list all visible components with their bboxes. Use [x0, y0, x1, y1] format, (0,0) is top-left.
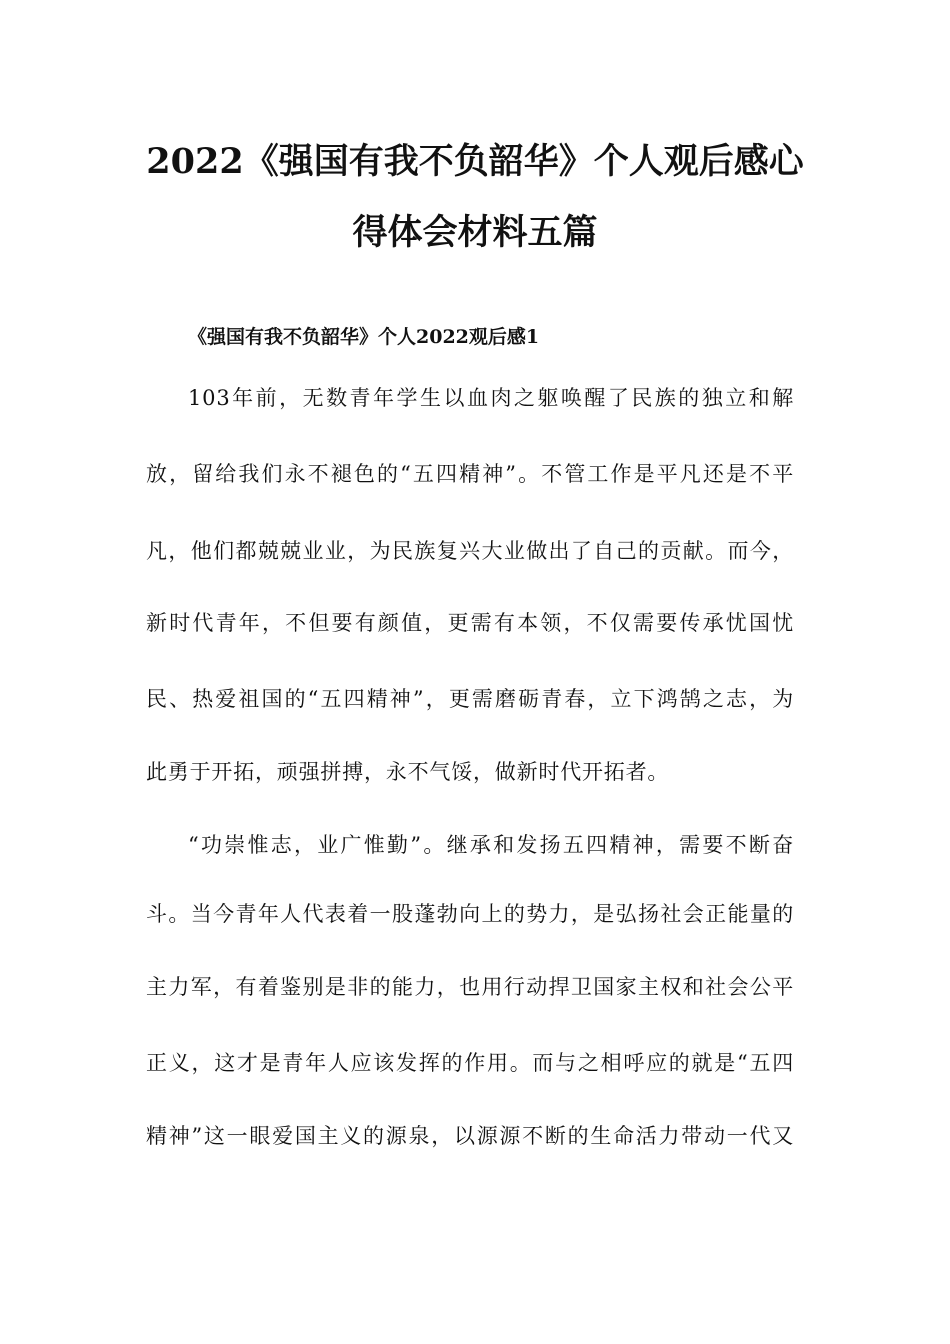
- paragraph-1-line-6: 此勇于开拓，顽强拼搏，永不气馁，做新时代开拓者。: [146, 760, 670, 784]
- paragraph-1-line-4: 新时代青年，不但要有颜值，更需有本领，不仅需要传承忧国忧: [146, 611, 794, 635]
- paragraph-2-line-4: 正义，这才是青年人应该发挥的作用。而与之相呼应的就是“五四: [146, 1051, 794, 1075]
- document-title-line-2: 得体会材料五篇: [352, 212, 598, 253]
- paragraph-2-line-3: 主力军，有着鉴别是非的能力，也用行动捍卫国家主权和社会公平: [146, 975, 794, 999]
- paragraph-2-line-5: 精神”这一眼爱国主义的源泉，以源源不断的生命活力带动一代又: [146, 1124, 794, 1148]
- paragraph-1-line-1: 103年前，无数青年学生以血肉之躯唤醒了民族的独立和解: [188, 386, 794, 410]
- paragraph-1-line-5: 民、热爱祖国的“五四精神”，更需磨砺青春，立下鸿鹄之志，为: [146, 687, 794, 711]
- paragraph-1-line-2: 放，留给我们永不褪色的“五四精神”。不管工作是平凡还是不平: [146, 462, 794, 486]
- paragraph-2-line-1: “功崇惟志，业广惟勤”。继承和发扬五四精神，需要不断奋: [188, 833, 794, 857]
- document-title-line-1: 2022《强国有我不负韶华》个人观后感心: [146, 141, 804, 182]
- section-heading: 《强国有我不负韶华》个人2022观后感1: [188, 326, 540, 348]
- paragraph-1-line-3: 凡，他们都兢兢业业，为民族复兴大业做出了自己的贡献。而今，: [146, 539, 794, 563]
- paragraph-2-line-2: 斗。当今青年人代表着一股蓬勃向上的势力，是弘扬社会正能量的: [146, 902, 794, 926]
